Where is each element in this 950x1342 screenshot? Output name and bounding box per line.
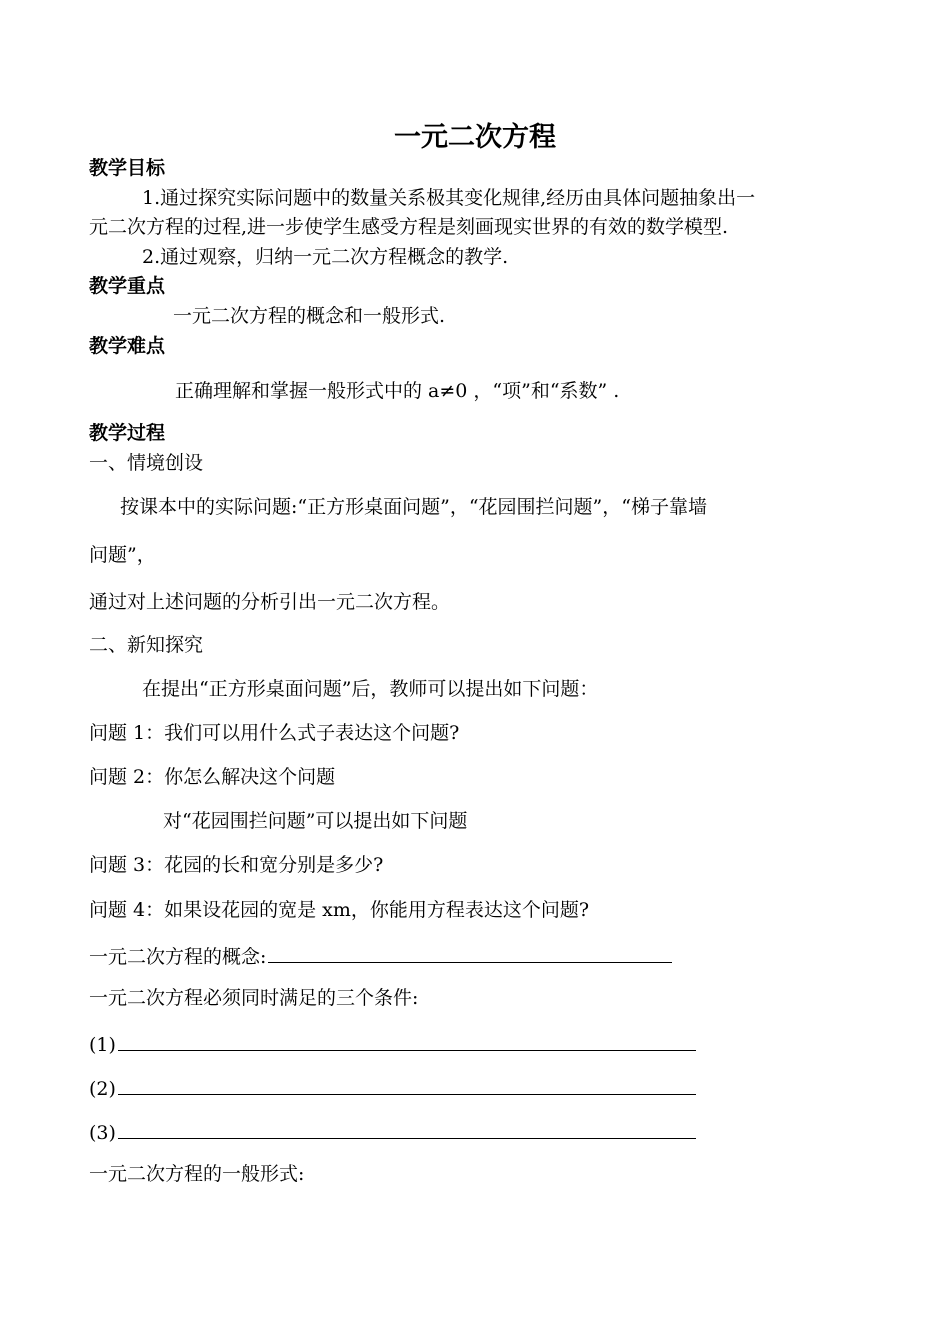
- difficulties-text: 正确理解和掌握一般形式中的 a≠0 ，“项”和“系数” .: [175, 380, 620, 402]
- condition-1-blank[interactable]: [118, 1030, 696, 1051]
- section-2-intro: 在提出“正方形桌面问题”后，教师可以提出如下问题：: [142, 678, 599, 700]
- condition-1-number: (1): [89, 1034, 116, 1056]
- conditions-label: 一元二次方程必须同时满足的三个条件:: [89, 987, 419, 1009]
- condition-3-blank[interactable]: [118, 1118, 696, 1139]
- condition-3-number: (3): [89, 1122, 116, 1144]
- question-4: 问题 4：如果设花园的宽是 xm，你能用方程表达这个问题?: [89, 899, 590, 921]
- process-heading: 教学过程: [89, 422, 166, 444]
- objective-2: 2.通过观察，归纳一元二次方程概念的教学.: [142, 246, 509, 268]
- garden-intro: 对“花园围拦问题”可以提出如下问题: [163, 810, 468, 832]
- key-points-text: 一元二次方程的概念和一般形式.: [173, 305, 446, 327]
- concept-line: [89, 942, 672, 969]
- general-form-label: 一元二次方程的一般形式:: [89, 1163, 305, 1185]
- objectives-heading: 教学目标: [89, 157, 166, 179]
- condition-2-line: [89, 1074, 696, 1101]
- concept-blank[interactable]: [268, 942, 672, 963]
- question-2: 问题 2：你怎么解决这个问题: [89, 766, 336, 788]
- question-1: 问题 1：我们可以用什么式子表达这个问题?: [89, 722, 460, 744]
- section-1-paragraph-2: 通过对上述问题的分析引出一元二次方程。: [89, 591, 451, 613]
- section-1-heading: 一、情境创设: [89, 452, 204, 474]
- condition-2-blank[interactable]: [118, 1074, 696, 1095]
- concept-label: 一元二次方程的概念:: [89, 946, 267, 968]
- objective-1-line-2: 元二次方程的过程,进一步使学生感受方程是刻画现实世界的有效的数学模型.: [89, 216, 729, 238]
- condition-3-line: [89, 1118, 696, 1145]
- condition-2-number: (2): [89, 1078, 116, 1100]
- section-1-paragraph-line-1: 按课本中的实际问题:“正方形桌面问题”，“花园围拦问题”，“梯子靠墙: [120, 496, 707, 518]
- document-title: 一元二次方程: [394, 122, 556, 153]
- question-3: 问题 3：花园的长和宽分别是多少?: [89, 854, 384, 876]
- key-points-heading: 教学重点: [89, 275, 166, 297]
- objective-1-line-1: 1.通过探究实际问题中的数量关系极其变化规律,经历由具体问题抽象出一: [142, 187, 756, 209]
- condition-1-line: [89, 1030, 696, 1057]
- section-2-heading: 二、新知探究: [89, 634, 204, 656]
- section-1-paragraph-line-2: 问题”，: [89, 544, 156, 566]
- difficulties-heading: 教学难点: [89, 335, 166, 357]
